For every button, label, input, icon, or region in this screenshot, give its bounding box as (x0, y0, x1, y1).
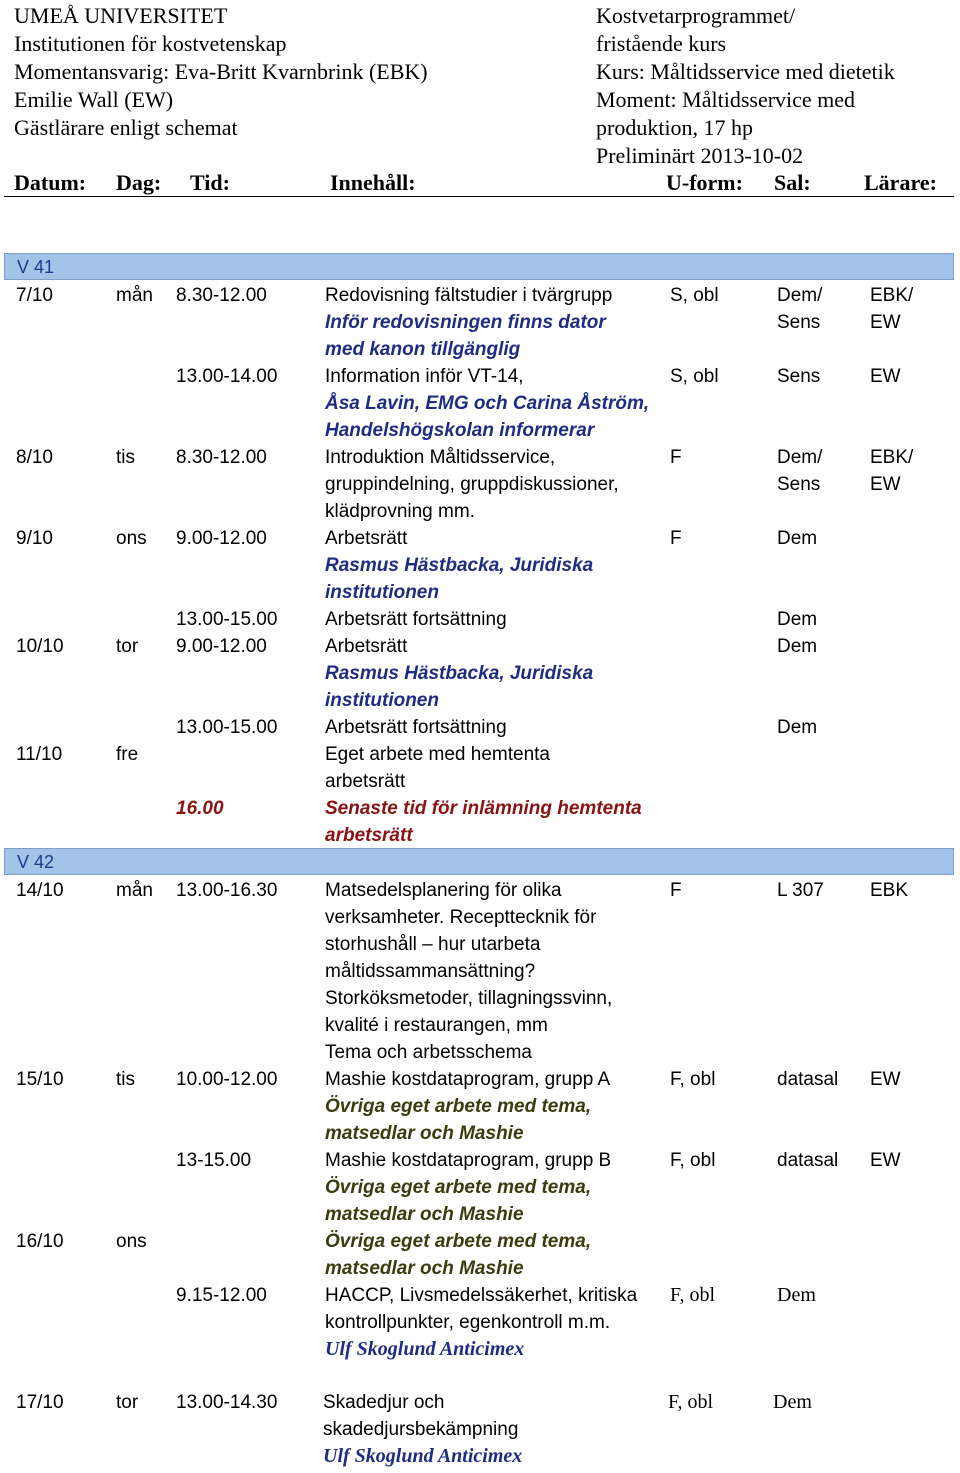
responsible-teacher: Momentansvarig: Eva-Britt Kvarnbrink (EBK) (14, 59, 428, 84)
cell-tid: 13.00-15.00 (176, 609, 278, 630)
cell-sal: Dem/ (777, 285, 823, 306)
cell-content: storhushåll – hur utarbeta (325, 934, 541, 955)
teacher-ew: Emilie Wall (EW) (14, 87, 174, 112)
cell-content: matsedlar och Mashie (325, 1204, 524, 1225)
cell-sal: Sens (777, 312, 821, 333)
cell-uform: F, obl (670, 1284, 716, 1306)
cell-sal: Dem (777, 528, 818, 549)
cell-content: Inför redovisningen finns dator (325, 312, 606, 333)
cell-datum: 11/10 (16, 744, 63, 765)
cell-sal: Sens (777, 474, 821, 495)
cell-uform: F, obl (670, 1150, 716, 1171)
cell-content: Åsa Lavin, EMG och Carina Åström, (325, 393, 650, 414)
cell-uform: F, obl (668, 1391, 714, 1413)
cell-sal: datasal (777, 1069, 839, 1090)
cell-tid: 9.15-12.00 (176, 1285, 267, 1306)
cell-content: kontrollpunkter, egenkontroll m.m. (325, 1312, 611, 1333)
cell-content: Övriga eget arbete med tema, (325, 1096, 592, 1117)
cell-tid: 13.00-16.30 (176, 880, 278, 901)
cell-content: Arbetsrätt (325, 528, 408, 549)
cell-content: Mashie kostdataprogram, grupp B (325, 1150, 612, 1171)
cell-larare: EBK (870, 880, 909, 901)
cell-content: matsedlar och Mashie (325, 1123, 524, 1144)
cell-content: HACCP, Livsmedelssäkerhet, kritiska (325, 1285, 638, 1306)
cell-content: Övriga eget arbete med tema, (325, 1177, 592, 1198)
week-bar-v42: V 42 (4, 848, 954, 875)
cell-dag: mån (116, 880, 153, 901)
cell-tid: 13.00-14.30 (176, 1392, 278, 1413)
cell-sal: L 307 (777, 880, 824, 901)
cell-content: institutionen (325, 582, 439, 603)
cell-content: Senaste tid för inlämning hemtenta (325, 798, 642, 819)
cell-content: Redovisning fältstudier i tvärgrupp (325, 285, 613, 306)
cell-larare: EBK/ (870, 285, 914, 306)
cell-sal: datasal (777, 1150, 839, 1171)
col-dag: Dag: (116, 170, 162, 195)
cell-content: Introduktion Måltidsservice, (325, 447, 556, 468)
cell-datum: 16/10 (16, 1231, 64, 1252)
cell-dag: ons (116, 528, 147, 549)
cell-tid: 8.30-12.00 (176, 447, 267, 468)
cell-datum: 15/10 (16, 1069, 64, 1090)
cell-content: Eget arbete med hemtenta (325, 744, 550, 765)
cell-dag: tis (116, 447, 135, 468)
cell-content: gruppindelning, gruppdiskussioner, (325, 474, 619, 495)
cell-content: Handelshögskolan informerar (325, 420, 595, 441)
cell-content: skadedjursbekämpning (323, 1419, 519, 1440)
cell-larare: EW (870, 312, 901, 333)
cell-tid: 13.00-14.00 (176, 366, 278, 387)
cell-content: Arbetsrätt fortsättning (325, 717, 507, 738)
cell-datum: 10/10 (16, 636, 64, 657)
cell-tid: 8.30-12.00 (176, 285, 267, 306)
university-name: UMEÅ UNIVERSITET (14, 3, 228, 28)
cell-larare: EW (870, 474, 901, 495)
col-sal: Sal: (774, 170, 811, 195)
col-larare: Lärare: (864, 170, 937, 195)
cell-content: Rasmus Hästbacka, Juridiska (325, 663, 594, 684)
cell-dag: mån (116, 285, 153, 306)
cell-content: kvalité i restaurangen, mm (325, 1015, 548, 1036)
cell-sal: Dem (777, 1284, 816, 1306)
cell-content: Information inför VT-14, (325, 366, 524, 387)
cell-content: Storköksmetoder, tillagningssvinn, (325, 988, 613, 1009)
cell-tid: 16.00 (176, 798, 224, 819)
cell-content: arbetsrätt (325, 825, 413, 846)
cell-dag: ons (116, 1231, 147, 1252)
col-tid: Tid: (190, 170, 230, 195)
program-type: fristående kurs (596, 31, 727, 56)
module-name: Moment: Måltidsservice med (596, 87, 856, 112)
cell-sal: Dem (773, 1391, 812, 1413)
cell-content: Ulf Skoglund Anticimex (323, 1445, 523, 1467)
module-credits: produktion, 17 hp (596, 115, 754, 140)
institution-name: Institutionen för kostvetenskap (14, 31, 287, 56)
cell-datum: 7/10 (16, 285, 53, 306)
cell-content: Arbetsrätt (325, 636, 408, 657)
cell-content: Arbetsrätt fortsättning (325, 609, 507, 630)
course-name: Kurs: Måltidsservice med dietetik (596, 59, 895, 84)
cell-content: Mashie kostdataprogram, grupp A (325, 1069, 611, 1090)
cell-larare: EW (870, 1069, 901, 1090)
cell-content: Övriga eget arbete med tema, (325, 1231, 592, 1252)
cell-tid: 9.00-12.00 (176, 528, 267, 549)
cell-content: Rasmus Hästbacka, Juridiska (325, 555, 594, 576)
cell-content: matsedlar och Mashie (325, 1258, 524, 1279)
cell-sal: Dem (777, 636, 818, 657)
cell-dag: tis (116, 1069, 135, 1090)
cell-datum: 9/10 (16, 528, 53, 549)
col-innehall: Innehåll: (330, 170, 416, 195)
cell-tid: 13.00-15.00 (176, 717, 278, 738)
cell-tid: 9.00-12.00 (176, 636, 267, 657)
cell-content: institutionen (325, 690, 439, 711)
cell-tid: 13-15.00 (176, 1150, 252, 1171)
header-right (596, 2, 895, 170)
cell-content: Tema och arbetsschema (325, 1042, 532, 1063)
col-uform: U-form: (666, 170, 743, 195)
cell-content: Ulf Skoglund Anticimex (325, 1338, 525, 1360)
cell-content: klädprovning mm. (325, 501, 475, 522)
cell-larare: EBK/ (870, 447, 914, 468)
cell-content: Skadedjur och (323, 1392, 445, 1413)
cell-dag: tor (116, 1392, 139, 1413)
cell-sal: Dem (777, 609, 818, 630)
cell-sal: Dem (777, 717, 818, 738)
cell-content: arbetsrätt (325, 771, 406, 792)
cell-uform: F (670, 880, 682, 901)
header-rule (4, 196, 954, 197)
cell-datum: 17/10 (16, 1392, 64, 1413)
cell-content: måltidssammansättning? (325, 961, 536, 982)
preliminary-date: Preliminärt 2013-10-02 (596, 143, 804, 168)
cell-sal: Sens (777, 366, 821, 387)
col-datum: Datum: (14, 170, 87, 195)
cell-uform: F (670, 528, 682, 549)
cell-larare: EW (870, 1150, 901, 1171)
cell-content: med kanon tillgänglig (325, 339, 521, 360)
cell-uform: S, obl (670, 285, 719, 306)
cell-tid: 10.00-12.00 (176, 1069, 278, 1090)
program-name: Kostvetarprogrammet/ (596, 3, 796, 28)
cell-dag: fre (116, 744, 139, 765)
cell-uform: F (670, 447, 682, 468)
cell-dag: tor (116, 636, 139, 657)
cell-content: Matsedelsplanering för olika (325, 880, 562, 901)
cell-datum: 14/10 (16, 880, 64, 901)
cell-content: verksamheter. Recepttecknik för (325, 907, 597, 928)
cell-uform: S, obl (670, 366, 719, 387)
cell-larare: EW (870, 366, 901, 387)
week-bar-v41: V 41 (4, 253, 954, 280)
cell-datum: 8/10 (16, 447, 53, 468)
cell-uform: F, obl (670, 1069, 716, 1090)
guest-teachers: Gästlärare enligt schemat (14, 115, 238, 140)
header-left (14, 2, 428, 142)
cell-sal: Dem/ (777, 447, 823, 468)
